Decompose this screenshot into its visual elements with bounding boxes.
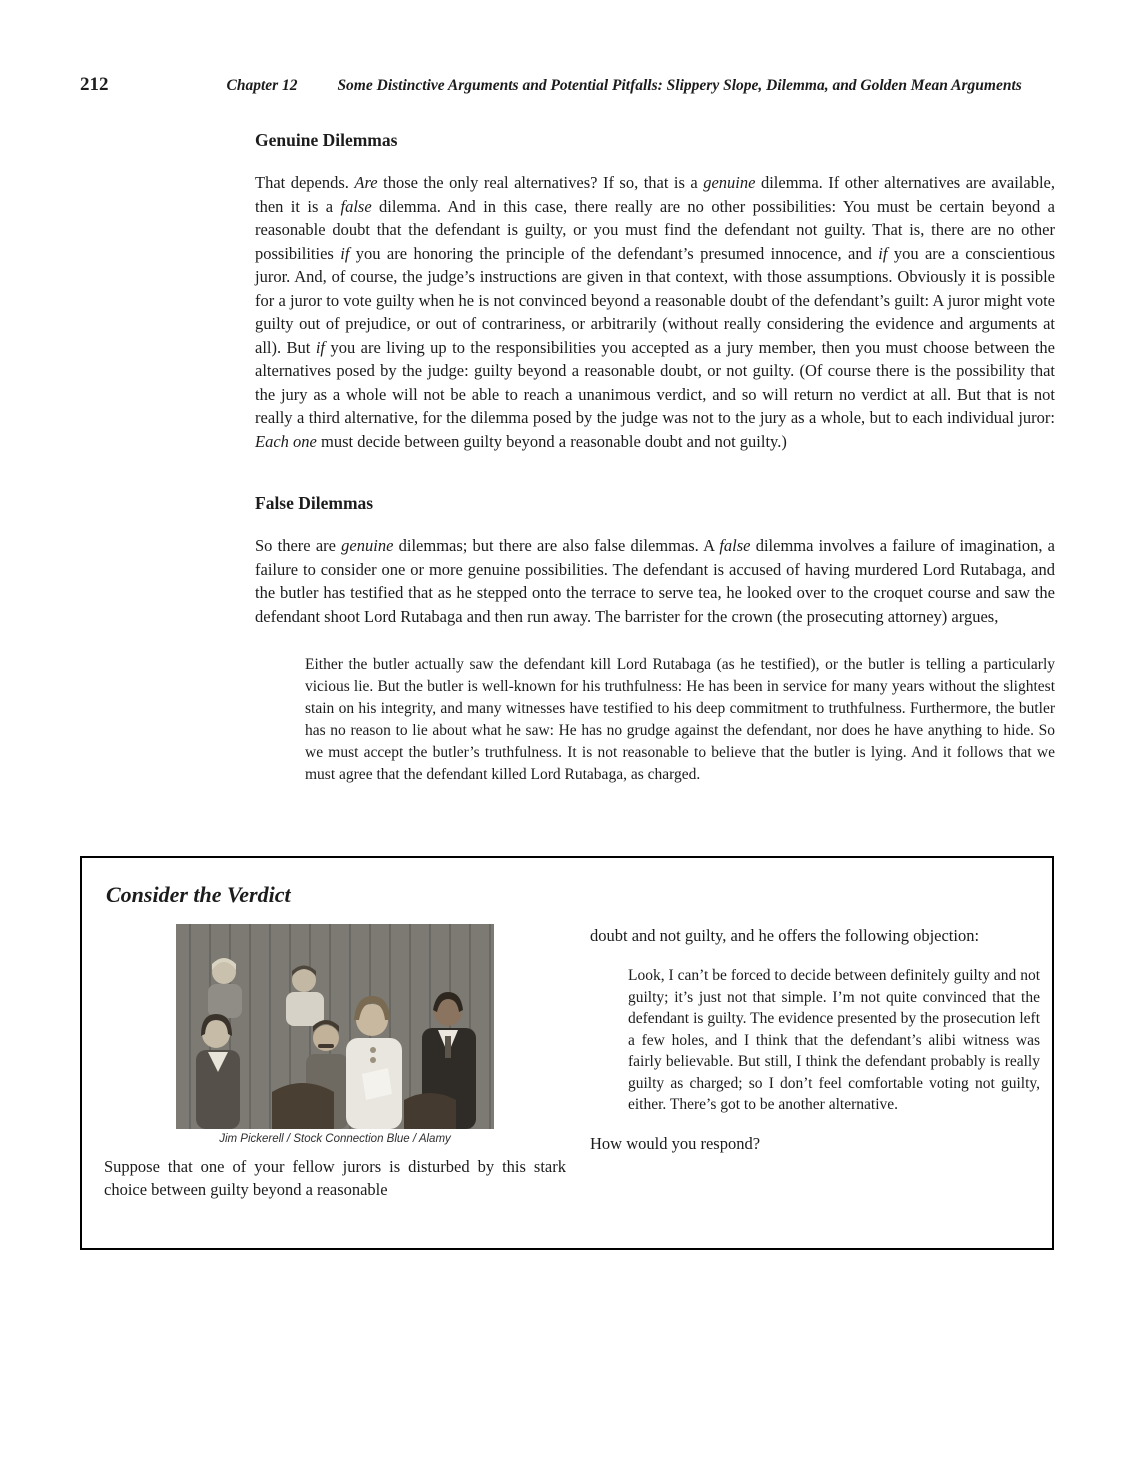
page-header: [0, 0, 1131, 96]
main-column: [255, 130, 1055, 786]
verdict-box-question: How would you respond?: [590, 1133, 761, 1153]
heading-false-dilemmas: False Dilemmas: [255, 493, 374, 513]
juror-objection-quote: Look, I can’t be forced to decide between definitely guilty and not guilty; it’s just not that simple. I’m not quite convinced that the defendant is guilty. The evidence presented by the prosecution left a few holes, and I think that the defendant’s alibi witness was fairly believable. But still, I think the defendant probably is really guilty as charged; so I don’t feel comfortable voting not guilty, either. There’s got to be another alternative.: [628, 967, 1040, 1113]
jury-photo: [176, 924, 494, 1129]
false-dilemmas-paragraph: So there are genuine dilemmas; but there are also false dilemmas. A false dilemma involves a failure of imagination, a failure to consider one or more genuine possibilities. The defendant is accused of having murdered Lord Rutabaga, and the butler has testified that as he stepped onto the terrace to serve tea, he looked over to the croquet course and saw the defendant shoot Lord Rutabaga and then run away. The barrister for the crown (the prosecuting attorney) argues,: [255, 536, 1055, 626]
heading-genuine-dilemmas: Genuine Dilemmas: [255, 130, 398, 150]
chapter-label: Chapter 12: [226, 77, 298, 94]
verdict-box-right-column: [590, 924, 1040, 1218]
chapter-title: Some Distinctive Arguments and Potential Pitfalls: Slippery Slope, Dilemma, and Golden Mean Arguments: [337, 77, 1022, 94]
barrister-quote: Either the butler actually saw the defendant kill Lord Rutabaga (as he testified), or the butler is telling a particularly vicious lie. But the butler is well-known for his truthfulness: He has been in service for many years without the slightest stain on his integrity, and many witnesses have testified to his deep commitment to truthfulness. Furthermore, the butler has no reason to lie about what he saw: He has no grudge against the defendant, nor does he have anything to hide. So we must accept the butler’s truthfulness. It is not reasonable to believe that the butler is lying. And it follows that we must agree that the defendant killed Lord Rutabaga, as charged.: [305, 656, 1055, 783]
verdict-box-title: Consider the Verdict: [106, 882, 291, 907]
jury-photo-wrapper: [176, 924, 494, 1145]
verdict-box-right-intro: doubt and not guilty, and he offers the following objection:: [590, 926, 980, 945]
consider-the-verdict-box: [80, 856, 1054, 1250]
photo-credit: Jim Pickerell / Stock Connection Blue / Alamy: [219, 1133, 451, 1145]
running-head: [227, 77, 1022, 95]
verdict-box-columns: [82, 924, 1052, 1218]
page-number: 212: [80, 74, 109, 95]
verdict-box-caption: Suppose that one of your fellow jurors is disturbed by this stark choice between guilty beyond a reasonable: [104, 1157, 566, 1199]
verdict-box-left-column: [104, 924, 566, 1218]
genuine-dilemmas-paragraph: That depends. Are those the only real alternatives? If so, that is a genuine dilemma. If other alternatives are available, then it is a false dilemma. And in this case, there really are no other possibilities: You must be certain beyond a reasonable doubt that the defendant is guilty, or you must find the defendant not guilty. That is, there are no other possibilities if you are honoring the principle of the defendant’s presumed innocence, and if you are a conscientious juror. And, of course, the judge’s instructions are given in that context, with those assumptions. Obviously it is possible for a juror to vote guilty when he is not convinced beyond a reasonable doubt of the defendant’s guilt: A juror might vote guilty out of prejudice, or out of contrariness, or arbitrarily (without really considering the evidence and arguments at all). But if you are living up to the responsibilities you accepted as a jury member, then you must choose between the alternatives posed by the judge: guilty beyond a reasonable doubt, or not guilty. (Of course there is the possibility that the jury as a whole will not be able to reach a unanimous verdict, and so will return no verdict at all. But that is not really a third alternative, for the dilemma posed by the judge was not to the jury as a whole, but to each individual juror: Each one must decide between guilty beyond a reasonable doubt and not guilty.): [255, 173, 1056, 451]
